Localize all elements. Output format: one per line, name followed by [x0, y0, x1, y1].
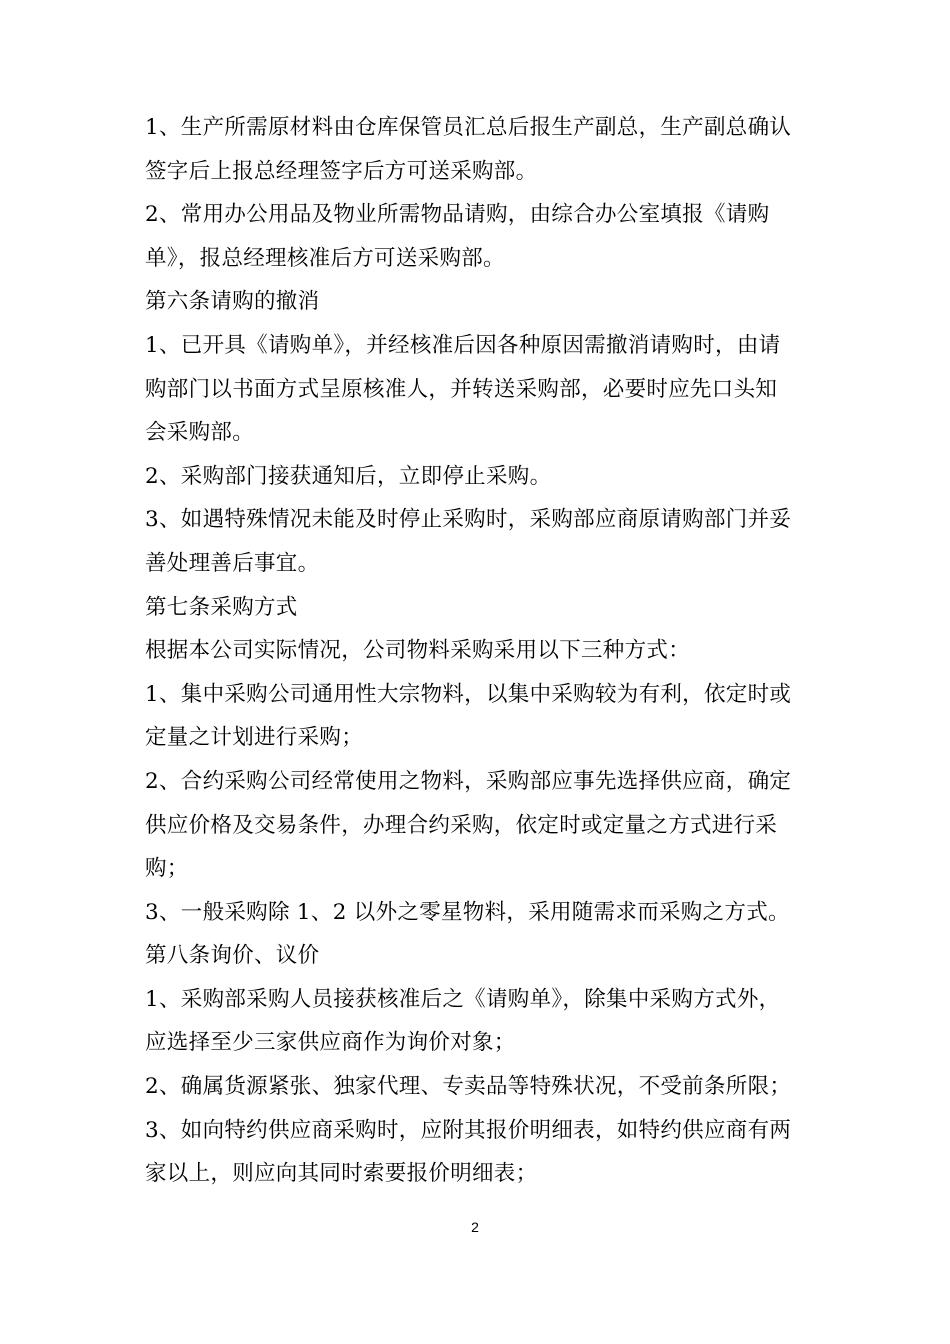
text-line: 应选择至少三家供应商作为询价对象； — [145, 1030, 516, 1056]
section-heading: 第七条采购方式 — [145, 594, 298, 620]
text-line: 3、如遇特殊情况未能及时停止采购时，采购部应商原请购部门并妥 — [145, 507, 792, 533]
text-line: 1、生产所需原材料由仓库保管员汇总后报生产副总，生产副总确认 — [145, 115, 792, 140]
section-heading: 第六条请购的撤消 — [145, 289, 320, 315]
text-line: 1、已开具《请购单》，并经核准后因各种原因需撤消请购时，由请 — [145, 332, 781, 358]
page-number: 2 — [471, 1219, 479, 1235]
text-line: 单》，报总经理核准后方可送采购部。 — [145, 245, 505, 271]
section-heading: 第八条询价、议价 — [145, 943, 320, 969]
text-line: 家以上，则应向其同时索要报价明细表； — [145, 1161, 538, 1187]
document-body — [145, 106, 810, 1196]
text-line: 3、如向特约供应商采购时，应附其报价明细表，如特约供应商有两 — [145, 1117, 792, 1143]
text-line: 购； — [145, 856, 189, 882]
text-line: 1、集中采购公司通用性大宗物料，以集中采购较为有利，依定时或 — [145, 681, 792, 707]
text-line: 2、确属货源紧张、独家代理、专卖品等特殊状况，不受前条所限； — [145, 1074, 792, 1100]
text-line: 购部门以书面方式呈原核准人，并转送采购部，必要时应先口头知 — [145, 376, 778, 402]
text-line: 会采购部。 — [145, 420, 255, 446]
text-line: 2、合约采购公司经常使用之物料，采购部应事先选择供应商，确定 — [145, 768, 792, 794]
text-line: 定量之计划进行采购； — [145, 725, 364, 751]
text-line: 2、常用办公用品及物业所需物品请购，由综合办公室填报《请购 — [145, 202, 770, 228]
text-line: 善处理善后事宜。 — [145, 550, 320, 576]
text-line: 供应价格及交易条件，办理合约采购，依定时或定量之方式进行采 — [145, 812, 778, 838]
text-line: 1、采购部采购人员接获核准后之《请购单》，除集中采购方式外， — [145, 986, 781, 1012]
text-line: 签字后上报总经理签字后方可送采购部。 — [145, 158, 538, 184]
text-line: 3、一般采购除 1、2 以外之零星物料，采用随需求而采购之方式。 — [145, 899, 790, 925]
text-line: 2、采购部门接获通知后，立即停止采购。 — [145, 463, 552, 489]
text-line: 根据本公司实际情况，公司物料采购采用以下三种方式： — [145, 638, 691, 664]
